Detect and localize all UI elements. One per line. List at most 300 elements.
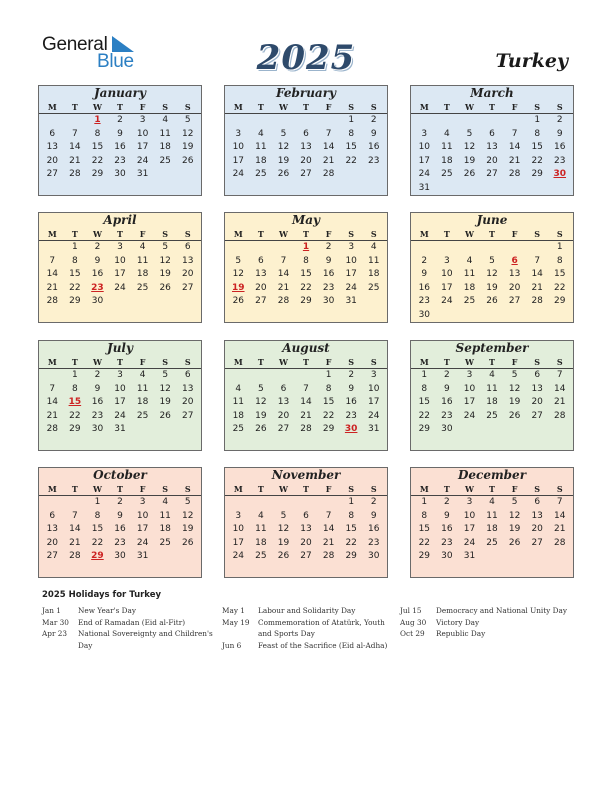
date-cell: 24: [136, 155, 149, 166]
date-cell: 29: [91, 169, 104, 179]
date-cell: 31: [418, 182, 431, 193]
date-cell: 13: [182, 383, 194, 394]
date-cell: [526, 550, 549, 564]
holiday-name: Feast of the Sacrifice (Eid al-Adha): [258, 640, 388, 650]
date-cell: 22: [69, 282, 81, 293]
weekday-label: S: [370, 229, 377, 239]
week-row: [39, 168, 201, 182]
date-cell: 27: [531, 410, 543, 421]
date-cell: 13: [486, 142, 498, 152]
date-cell: 11: [232, 397, 245, 407]
date-cell: 28: [277, 296, 290, 306]
date-cell: 28: [322, 551, 335, 561]
holiday-date-cell: 23: [91, 282, 104, 293]
holidays-columns: [42, 605, 582, 651]
date-cell: 25: [232, 424, 245, 434]
week-row: [39, 510, 201, 524]
weekday-label: T: [303, 102, 309, 112]
date-cell: 27: [508, 296, 521, 306]
date-cell: 21: [554, 524, 566, 534]
date-cell: 2: [556, 115, 563, 125]
weekday-label: M: [233, 229, 243, 239]
date-cell: 25: [368, 282, 380, 293]
date-cell: [548, 550, 571, 564]
holiday-column: [400, 605, 580, 651]
date-cell: 18: [159, 524, 171, 534]
date-cell: 24: [463, 537, 476, 548]
date-cell: [503, 182, 526, 196]
date-cell: 7: [72, 510, 78, 521]
weekday-label: S: [348, 484, 355, 494]
date-cell: 16: [114, 524, 126, 534]
date-cell: 15: [91, 142, 104, 152]
date-cell: 1: [534, 115, 541, 125]
weekday-label: T: [257, 229, 264, 239]
date-cell: 3: [466, 370, 473, 380]
date-cell: 30: [114, 169, 126, 179]
date-cell: [295, 369, 318, 383]
week-row: [225, 383, 387, 397]
date-cell: 25: [463, 296, 476, 306]
date-cell: 8: [421, 510, 428, 521]
date-cell: 17: [441, 282, 453, 293]
date-cell: 27: [486, 169, 498, 179]
date-cell: [526, 423, 549, 437]
date-cell: 22: [69, 410, 81, 421]
date-cell: 1: [72, 370, 78, 380]
date-cell: 5: [184, 497, 191, 507]
weekday-label: F: [325, 484, 332, 494]
date-cell: 30: [91, 296, 104, 306]
holiday-date-cell: 15: [68, 397, 82, 407]
week-row: [39, 255, 201, 269]
weekday-header-row: [225, 228, 387, 241]
week-row: [411, 309, 573, 323]
date-cell: 9: [117, 510, 123, 521]
date-cell: [458, 309, 481, 323]
holiday-date-cell: 19: [232, 282, 245, 293]
date-cell: 6: [303, 510, 309, 521]
weekday-label: S: [370, 357, 377, 367]
date-cell: 18: [486, 397, 498, 407]
date-cell: 18: [136, 269, 149, 279]
date-cell: 8: [325, 383, 332, 394]
date-cell: 3: [235, 510, 242, 521]
holiday-date-cell: 30: [553, 169, 567, 179]
date-cell: 15: [345, 142, 357, 152]
date-cell: [64, 114, 87, 128]
date-cell: 27: [255, 296, 267, 306]
date-cell: 24: [232, 551, 245, 561]
date-cell: 28: [46, 424, 59, 434]
date-cell: [250, 241, 273, 255]
holiday-date-cell: 1: [302, 242, 310, 252]
date-cell: 9: [348, 383, 355, 394]
date-cell: 20: [531, 397, 543, 407]
week-row: [411, 168, 573, 182]
date-cell: 21: [46, 282, 59, 293]
date-cell: 19: [182, 142, 194, 152]
weekday-label: T: [117, 484, 123, 494]
date-cell: [109, 295, 132, 309]
date-cell: 26: [508, 537, 521, 548]
date-cell: 3: [421, 128, 428, 139]
date-cell: 20: [531, 524, 543, 534]
date-cell: 7: [303, 383, 309, 394]
date-cell: 31: [345, 296, 357, 306]
date-cell: 24: [368, 410, 380, 421]
weekday-label: S: [556, 229, 563, 239]
week-row: [39, 383, 201, 397]
date-cell: 29: [531, 169, 543, 179]
weekday-label: W: [92, 102, 102, 112]
holiday-date-cell: 29: [91, 551, 104, 561]
date-cell: [154, 295, 177, 309]
weekday-header-row: [39, 228, 201, 241]
week-row: [39, 141, 201, 155]
date-cell: 19: [159, 397, 171, 407]
holiday-column: [222, 605, 400, 651]
date-cell: 14: [69, 142, 81, 152]
date-cell: [250, 496, 273, 510]
date-cell: 9: [370, 510, 377, 521]
date-cell: 25: [136, 282, 149, 293]
week-row: [411, 523, 573, 537]
date-cell: 5: [466, 128, 473, 139]
week-row: [225, 255, 387, 269]
date-cell: 23: [345, 410, 357, 421]
date-cell: 16: [368, 142, 380, 152]
date-cell: 3: [117, 242, 123, 252]
date-cell: 10: [136, 510, 149, 521]
date-cell: 28: [46, 296, 59, 306]
month-june: [410, 212, 574, 323]
holiday-name: Commemoration of Atatürk, Youth and Sports Day: [258, 617, 385, 638]
date-cell: [481, 114, 504, 128]
holiday-column: [42, 605, 222, 651]
date-cell: 20: [300, 155, 312, 166]
date-cell: 18: [255, 537, 267, 548]
date-cell: 30: [91, 424, 104, 434]
date-cell: 19: [255, 410, 267, 421]
date-cell: [458, 241, 481, 255]
holiday-entry: [42, 605, 222, 617]
weekday-label: T: [117, 102, 123, 112]
date-cell: 5: [489, 255, 495, 266]
date-cell: 20: [182, 269, 194, 279]
date-cell: 6: [184, 370, 191, 380]
weekday-label: T: [303, 229, 309, 239]
date-cell: 31: [463, 551, 476, 561]
date-cell: [272, 369, 295, 383]
month-february: [224, 85, 388, 196]
week-row: [411, 114, 573, 128]
date-cell: 12: [486, 269, 498, 279]
date-cell: 7: [72, 128, 78, 139]
date-cell: 30: [368, 551, 380, 561]
date-cell: 27: [182, 410, 194, 421]
week-row: [411, 369, 573, 383]
date-cell: 7: [534, 255, 541, 266]
weekday-label: F: [325, 229, 332, 239]
week-row: [39, 550, 201, 564]
date-cell: 22: [531, 155, 543, 166]
date-cell: 26: [277, 551, 290, 561]
date-cell: 2: [444, 497, 450, 507]
weekday-label: M: [419, 102, 429, 112]
week-row: [411, 141, 573, 155]
weekday-label: M: [419, 229, 429, 239]
weekday-label: S: [348, 357, 355, 367]
date-cell: [481, 241, 504, 255]
week-row: [411, 241, 573, 255]
date-cell: 20: [255, 282, 267, 293]
month-november: [224, 467, 388, 578]
holiday-date: Aug 30: [400, 617, 427, 627]
weekday-label: M: [47, 102, 57, 112]
week-row: [411, 383, 573, 397]
date-cell: 11: [486, 383, 498, 394]
date-cell: 16: [418, 282, 431, 293]
date-cell: 8: [534, 128, 541, 139]
weekday-label: T: [489, 484, 495, 494]
holiday-date-cell: 30: [344, 424, 358, 434]
date-cell: 28: [508, 169, 521, 179]
weekday-label: W: [278, 357, 288, 367]
date-cell: [64, 496, 87, 510]
month-name: March: [470, 86, 514, 100]
date-cell: 28: [554, 410, 566, 421]
weekday-label: S: [348, 102, 355, 112]
date-cell: 29: [69, 424, 81, 434]
weekday-label: W: [464, 102, 474, 112]
date-cell: 22: [345, 155, 357, 166]
date-cell: 17: [136, 142, 149, 152]
date-cell: 3: [139, 497, 146, 507]
date-cell: 14: [322, 524, 335, 534]
date-cell: 20: [300, 537, 312, 548]
week-row: [39, 295, 201, 309]
date-cell: 22: [322, 410, 335, 421]
weekday-label: T: [303, 357, 309, 367]
holidays-title: 2025 Holidays for Turkey: [42, 590, 162, 600]
month-august: [224, 340, 388, 451]
holiday-name: Democracy and National Unity Day: [436, 606, 567, 615]
month-name: April: [103, 213, 137, 227]
holiday-entry: [42, 628, 222, 651]
date-cell: 21: [554, 397, 566, 407]
date-cell: 17: [232, 155, 245, 166]
date-cell: [436, 309, 459, 323]
month-name: November: [271, 468, 341, 482]
date-cell: 25: [136, 410, 149, 421]
date-cell: 13: [277, 397, 290, 407]
holiday-entry: [42, 617, 222, 629]
date-cell: [131, 295, 154, 309]
date-cell: 2: [444, 370, 450, 380]
date-cell: 16: [441, 397, 453, 407]
weekday-label: M: [47, 229, 57, 239]
date-cell: [481, 423, 504, 437]
date-cell: 21: [69, 537, 81, 548]
week-row: [39, 496, 201, 510]
date-cell: 12: [159, 383, 171, 394]
month-name: July: [107, 341, 133, 355]
month-july: [38, 340, 202, 451]
holiday-date-cell: 6: [511, 255, 518, 266]
date-cell: 28: [554, 537, 566, 548]
date-cell: 10: [418, 142, 431, 152]
date-cell: 9: [444, 383, 450, 394]
weekday-label: T: [443, 357, 450, 367]
date-cell: 29: [345, 551, 357, 561]
date-cell: 17: [136, 524, 149, 534]
date-cell: 8: [556, 255, 563, 266]
date-cell: 11: [136, 383, 149, 394]
weekday-label: T: [71, 229, 78, 239]
date-cell: 12: [508, 383, 521, 394]
weekday-label: T: [489, 357, 495, 367]
month-may: [224, 212, 388, 323]
weekday-label: M: [47, 484, 57, 494]
date-cell: [41, 496, 64, 510]
date-cell: 26: [463, 169, 476, 179]
weekday-label: T: [443, 484, 450, 494]
date-cell: 2: [325, 242, 332, 252]
date-cell: 1: [556, 242, 563, 252]
weekday-label: S: [534, 357, 541, 367]
date-cell: 5: [258, 383, 264, 394]
date-cell: 29: [69, 296, 81, 306]
week-row: [225, 423, 387, 437]
date-cell: 30: [322, 296, 335, 306]
date-cell: [317, 496, 340, 510]
month-december: [410, 467, 574, 578]
weekday-label: F: [139, 484, 146, 494]
weekday-label: S: [184, 484, 191, 494]
date-cell: 4: [489, 370, 495, 380]
weekday-label: S: [162, 102, 169, 112]
week-row: [39, 268, 201, 282]
holiday-date: Apr 23: [42, 629, 68, 638]
date-cell: 5: [280, 510, 287, 521]
date-cell: 23: [91, 410, 104, 421]
weekday-label: F: [139, 102, 146, 112]
date-cell: 11: [136, 255, 149, 266]
holiday-date: May 1: [222, 606, 245, 615]
month-september: [410, 340, 574, 451]
week-row: [411, 128, 573, 142]
holiday-date: Jul 15: [400, 606, 422, 615]
date-cell: [503, 114, 526, 128]
week-row: [39, 423, 201, 437]
holiday-entry: [400, 617, 580, 629]
date-cell: 11: [368, 255, 380, 266]
date-cell: 13: [531, 383, 543, 394]
date-cell: 6: [49, 128, 56, 139]
week-row: [411, 537, 573, 551]
date-cell: [272, 241, 295, 255]
date-cell: 17: [368, 397, 380, 407]
date-cell: 11: [159, 510, 171, 521]
date-cell: 27: [277, 424, 290, 434]
weekday-label: T: [71, 484, 78, 494]
date-cell: 31: [368, 424, 380, 434]
date-cell: [436, 241, 459, 255]
date-cell: 23: [322, 282, 335, 293]
week-row: [225, 114, 387, 128]
date-cell: 7: [49, 255, 56, 266]
date-cell: 26: [182, 537, 194, 548]
date-cell: 25: [486, 537, 498, 548]
date-cell: 26: [159, 410, 171, 421]
weekday-header-row: [39, 483, 201, 496]
date-cell: 19: [277, 537, 290, 548]
weekday-label: T: [71, 357, 78, 367]
date-cell: [154, 550, 177, 564]
date-cell: 8: [421, 383, 428, 394]
date-cell: 23: [368, 155, 380, 166]
weekday-label: S: [162, 484, 169, 494]
date-cell: 18: [368, 269, 380, 279]
date-cell: 27: [531, 537, 543, 548]
weekday-label: F: [511, 102, 518, 112]
date-cell: [176, 550, 199, 564]
weekday-label: S: [162, 357, 169, 367]
date-cell: 6: [534, 497, 541, 507]
date-cell: 17: [114, 269, 126, 279]
date-cell: 15: [300, 269, 312, 279]
date-cell: 20: [46, 155, 59, 166]
date-cell: 3: [370, 370, 377, 380]
holiday-date-cell: 1: [94, 115, 101, 125]
date-cell: [176, 168, 199, 182]
weekday-label: W: [92, 229, 102, 239]
date-cell: 9: [556, 128, 563, 139]
weekday-label: M: [419, 357, 429, 367]
date-cell: 10: [232, 524, 245, 534]
weekday-label: W: [278, 229, 288, 239]
date-cell: [413, 241, 436, 255]
date-cell: 8: [72, 383, 78, 394]
weekday-header-row: [411, 356, 573, 369]
date-cell: 4: [370, 242, 377, 252]
date-cell: [503, 550, 526, 564]
weekday-label: W: [464, 357, 474, 367]
date-cell: 19: [277, 155, 290, 166]
date-cell: 14: [300, 397, 312, 407]
date-cell: 14: [46, 397, 59, 407]
date-cell: 27: [300, 551, 312, 561]
weekday-label: F: [511, 484, 518, 494]
week-row: [411, 182, 573, 196]
date-cell: 2: [370, 115, 377, 125]
date-cell: 7: [325, 510, 332, 521]
date-cell: 30: [441, 551, 453, 561]
weekday-header-row: [411, 228, 573, 241]
month-name: September: [455, 341, 529, 355]
date-cell: 3: [139, 115, 146, 125]
date-cell: 22: [300, 282, 312, 293]
date-cell: 19: [486, 282, 498, 293]
date-cell: 4: [162, 115, 169, 125]
date-cell: 8: [94, 510, 101, 521]
week-row: [39, 537, 201, 551]
date-cell: 2: [94, 370, 101, 380]
date-cell: 14: [508, 142, 521, 152]
date-cell: 20: [277, 410, 290, 421]
date-cell: 14: [277, 269, 290, 279]
